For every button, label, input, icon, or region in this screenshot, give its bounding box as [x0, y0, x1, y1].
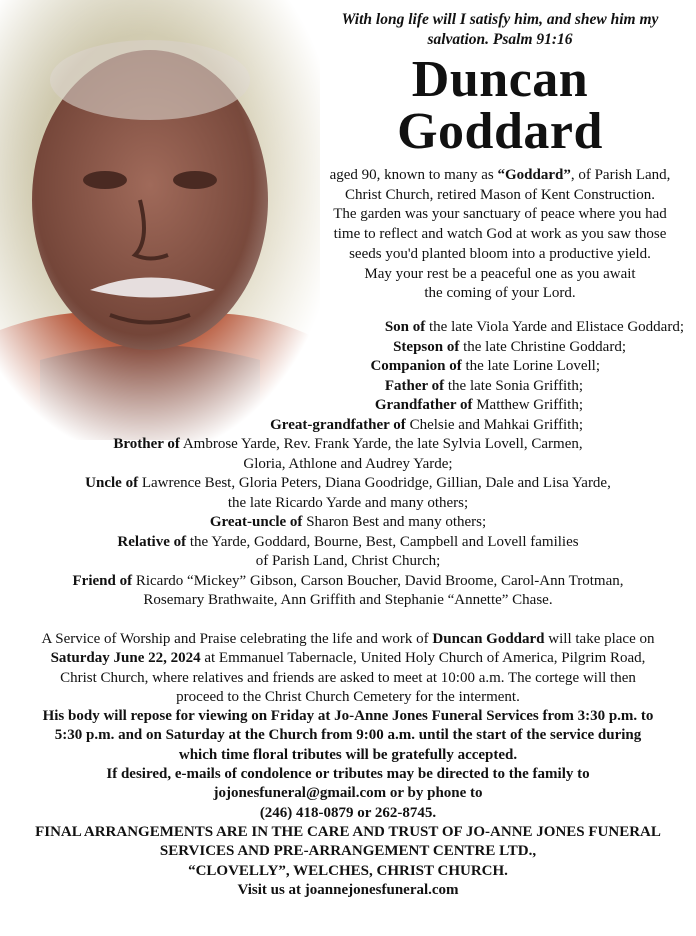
service-paragraph: [0, 630, 696, 707]
relation-great-uncle: [0, 513, 696, 533]
relation-text: Ricardo “Mickey” Gibson, Carson Boucher, David Broome, Carol-Ann Trotman,: [132, 572, 624, 589]
relation-continuation: the late Ricardo Yarde and many others;: [227, 494, 469, 511]
bio-line-4: time to reflect and watch God at work as you saw those: [333, 226, 667, 243]
relation-father: [0, 377, 696, 397]
condolence-phone: (246) 418-0879 or 262-8745.: [259, 804, 437, 821]
relation-text: Matthew Griffith;: [472, 397, 583, 413]
relation-label: Companion of: [370, 358, 462, 374]
relation-label: Stepson of: [393, 338, 460, 355]
bio-line-2: Christ Church, retired Mason of Kent Construction.: [345, 186, 655, 203]
viewing-line-2: 5:30 p.m. and on Saturday at the Church from 9:00 a.m. until the start of the service during: [54, 727, 642, 744]
relation-text: Chelsie and Mahkai Griffith;: [405, 416, 583, 433]
relation-great-grandfather: [0, 416, 696, 436]
relation-stepson: [0, 338, 696, 358]
relation-label: Father of: [384, 377, 445, 394]
relation-label: Relative of: [117, 533, 187, 550]
relation-text: the late Christine Goddard;: [459, 338, 626, 355]
arrangements-line-2: SERVICES AND PRE-ARRANGEMENT CENTRE LTD.,: [159, 843, 537, 860]
header-column: [310, 10, 690, 304]
service-date: Saturday June 22, 2024: [50, 650, 201, 667]
condolence-line-1: If desired, e-mails of condolence or tributes may be directed to the family to: [106, 766, 590, 783]
relation-son: [0, 318, 696, 338]
service-details: [0, 630, 696, 900]
service-name: Duncan Goddard: [432, 631, 545, 647]
relation-continuation: Rosemary Brathwaite, Ann Griffith and Stephanie “Annette” Chase.: [143, 592, 553, 608]
service-line-3: Christ Church, where relatives and friends are asked to meet at 10:00 a.m. The cortege will then: [60, 669, 636, 686]
biography: [310, 166, 690, 304]
viewing-line-3: which time floral tributes will be gratefully accepted.: [178, 746, 518, 763]
relation-companion: [0, 357, 696, 377]
relation-continuation: of Parish Land, Christ Church;: [255, 553, 441, 569]
relation-label: Son of: [384, 319, 426, 335]
relation-label: Friend of: [72, 572, 133, 589]
relation-label: Brother of: [113, 436, 180, 452]
service-line-1c: will take place on: [544, 631, 655, 647]
relation-label: Great-grandfather of: [270, 416, 406, 433]
condolence-email: jojonesfuneral@gmail.com or by phone to: [213, 785, 483, 802]
viewing-line-1: His body will repose for viewing on Friday at Jo-Anne Jones Funeral Services from 3:30 p.m. to: [42, 708, 654, 725]
family-relations: [0, 318, 696, 611]
arrangements-paragraph: [0, 823, 696, 900]
relation-label: Uncle of: [85, 475, 139, 491]
relation-grandfather: [0, 396, 696, 416]
arrangements-line-1: FINAL ARRANGEMENTS ARE IN THE CARE AND TRUST OF JO-ANNE JONES FUNERAL: [35, 823, 661, 840]
bio-line-1a: aged 90, known to many as: [329, 167, 498, 183]
relation-text: the Yarde, Goddard, Bourne, Best, Campbell and Lovell families: [186, 533, 579, 550]
relation-label: Great-uncle of: [209, 514, 303, 530]
service-line-4: proceed to the Christ Church Cemetery for the interment.: [176, 688, 520, 705]
scripture-verse: [310, 10, 690, 50]
relation-relative: [0, 533, 696, 572]
relation-uncle: [0, 474, 696, 513]
relation-text: Lawrence Best, Gloria Peters, Diana Goodridge, Gillian, Dale and Lisa Yarde,: [138, 475, 611, 491]
condolence-paragraph: [0, 765, 696, 823]
bio-line-6: May your rest be a peaceful one as you await: [364, 265, 636, 282]
deceased-name: [310, 51, 690, 160]
relation-friend: [0, 572, 696, 611]
relation-text: the late Lorine Lovell;: [461, 358, 600, 374]
nickname: “Goddard”: [497, 167, 571, 183]
relation-text: the late Sonia Griffith;: [444, 377, 583, 394]
service-venue: at Emmanuel Tabernacle, United Holy Church of America, Pilgrim Road,: [200, 650, 646, 667]
bio-line-7: the coming of your Lord.: [424, 285, 576, 302]
first-name: Duncan: [411, 51, 589, 108]
website-line: Visit us at joannejonesfuneral.com: [237, 881, 459, 898]
bio-line-3: The garden was your sanctuary of peace where you had: [333, 206, 667, 223]
bio-line-1c: , of Parish Land,: [570, 167, 671, 183]
viewing-paragraph: [0, 707, 696, 765]
service-line-1a: A Service of Worship and Praise celebrating the life and work of: [41, 631, 433, 647]
relation-label: Grandfather of: [374, 397, 473, 413]
relation-text: Ambrose Yarde, Rev. Frank Yarde, the late Sylvia Lovell, Carmen,: [179, 436, 583, 452]
verse-line-2: salvation. Psalm 91:16: [427, 31, 573, 48]
relation-text: Sharon Best and many others;: [302, 514, 487, 530]
arrangements-line-3: “CLOVELLY”, WELCHES, CHRIST CHURCH.: [188, 862, 508, 879]
relation-continuation: Gloria, Athlone and Audrey Yarde;: [243, 455, 453, 472]
last-name: Goddard: [397, 103, 603, 160]
relation-text: the late Viola Yarde and Elistace Goddard;: [425, 319, 684, 335]
bio-line-5: seeds you'd planted bloom into a productive yield.: [349, 245, 651, 262]
relation-brother: [0, 435, 696, 474]
verse-line-1: With long life will I satisfy him, and shew him my: [341, 11, 659, 28]
